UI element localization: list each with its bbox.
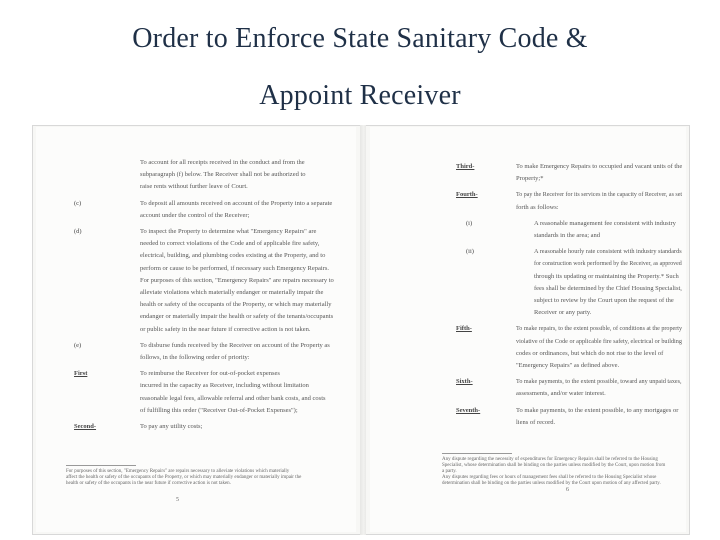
footnote-line: Specialist, whose determination shall be binding on the parties unless modified by the Court, upon motion from [442, 463, 666, 468]
document-page-right [370, 127, 686, 532]
footnote-rule [442, 453, 512, 454]
document-line: "Emergency Repairs" as defined above. [516, 362, 620, 369]
section-label: Fifth- [456, 325, 472, 333]
document-line: liens of record. [516, 418, 556, 426]
slide-title-line-2: Appoint Receiver [259, 80, 461, 111]
document-line: follows, in the following order of priority: [140, 354, 250, 361]
footnote-line: Any dispute regarding the necessity of expenditures for Emergency Repairs shall be referred to the Housing [442, 457, 658, 462]
document-line: through its updating or maintaining the Property.* Such [534, 272, 679, 280]
document-line: endanger or materially impair the health or safety of the tenants/occupants [140, 313, 334, 321]
section-label: (e) [74, 341, 82, 349]
document-line: electrical, building, and plumbing codes existing at the Property, and to [140, 252, 326, 260]
document-page-left [36, 127, 356, 532]
document-line: health or safety of the occupants of the Property, or which may materially [140, 301, 332, 309]
document-line: raise rents without further leave of Court. [140, 183, 248, 191]
slide-title-line-1: Order to Enforce State Sanitary Code & [132, 23, 588, 54]
document-line: To reimburse the Receiver for out-of-pocket expenses [140, 370, 280, 378]
document-line: account under the control of the Receiver; [140, 211, 250, 219]
page-number: 6 [566, 487, 569, 493]
footnote-rule [66, 465, 136, 466]
section-label: Seventh- [456, 406, 481, 414]
page-number: 5 [176, 497, 179, 503]
section-label: (d) [74, 228, 82, 235]
document-line: To account for all receipts received in the conduct and from the [140, 159, 305, 166]
document-line: perform or cause to be performed, if necessary such Emergency Repairs. [140, 264, 330, 272]
footnote-line: a party. [442, 469, 457, 474]
document-line: subject to review by the Court upon the request of the [534, 297, 674, 304]
document-line: To make payments, to the extent possible, to any mortgages or [516, 406, 679, 414]
section-label: (i) [466, 219, 473, 227]
document-line: Receiver or any party. [534, 309, 592, 317]
scanned-document [32, 125, 690, 535]
document-line: forth as follows: [516, 203, 559, 211]
document-line: To pay the Receiver for its services in the capacity of Receiver, as set [516, 191, 683, 199]
document-line: violative of the Code or applicable fire safety, electrical or building [516, 337, 682, 345]
page-divider [360, 125, 366, 535]
section-label: Second- [74, 423, 97, 430]
document-line: To pay any utility costs; [140, 423, 203, 430]
document-line: A reasonable management fee consistent with industry [534, 219, 676, 227]
document-line: alleviate violations which materially endanger or materially impair the [140, 289, 324, 296]
document-line: assessments, and/or water interest. [516, 390, 606, 398]
footnote-line: affect the health or safety of the occupants of the Property, or which may materially endanger or materially impair the [66, 475, 302, 480]
footnote-line: health or safety of the occupants in the near future if corrective action is not taken. [66, 481, 231, 486]
document-line: Property;* [516, 175, 544, 183]
document-line: For purposes of this section, "Emergency Repairs" are repairs necessary to [140, 276, 334, 284]
document-line: reasonable legal fees, allowable referral and other bank costs, and costs [140, 394, 326, 402]
document-line: incurred in the capacity as Receiver, including without limitation [140, 382, 309, 390]
document-line: To deposit all amounts received on account of the Property into a separate [140, 199, 333, 207]
document-line: or public safety in the near future if corrective action is not taken. [140, 325, 311, 333]
section-label: Fourth- [456, 191, 478, 199]
document-line: for construction work performed by the Receiver, as approved [534, 260, 682, 268]
footnote-line: For purposes of this section, "Emergency Repairs" are repairs necessary to alleviate violations which materially [66, 469, 290, 474]
document-line: subparagraph (f) below. The Receiver shall not be authorized to [140, 171, 306, 179]
section-label: First [74, 370, 88, 378]
section-label: (ii) [466, 248, 474, 256]
document-line: codes or ordinances, but which do not rise to the level of [516, 349, 664, 357]
document-line: To make Emergency Repairs to occupied and vacant units of the [516, 163, 683, 170]
section-label: Third- [456, 163, 475, 170]
document-line: To make payments, to the extent possible, toward any unpaid taxes, [516, 378, 682, 386]
footnote-line: Any disputes regarding fees or hours of management fees shall be referred to the Housing Specialist whose [442, 475, 657, 480]
section-label: Sixth- [456, 378, 473, 386]
footnote-line: determination shall be binding on the parties unless modified by the Court upon motion of any affected party. [442, 481, 661, 486]
section-label: (c) [74, 199, 82, 207]
document-line: To disburse funds received by the Receiver on account of the Property as [140, 341, 330, 349]
document-line: needed to correct violations of the Code and of applicable fire safety, [140, 240, 320, 248]
document-line: of fulfilling this order ("Receiver Out-of-Pocket Expenses"); [140, 406, 298, 414]
document-line: fees shall be determined by the Chief Housing Specialist, [534, 284, 682, 292]
document-line: standards in the area; and [534, 232, 601, 239]
document-line: To make repairs, to the extent possible, of conditions at the property [516, 325, 683, 333]
document-line: A reasonable hourly rate consistent with industry standards [534, 248, 682, 256]
document-line: To inspect the Property to determine what "Emergency Repairs" are [140, 228, 317, 235]
